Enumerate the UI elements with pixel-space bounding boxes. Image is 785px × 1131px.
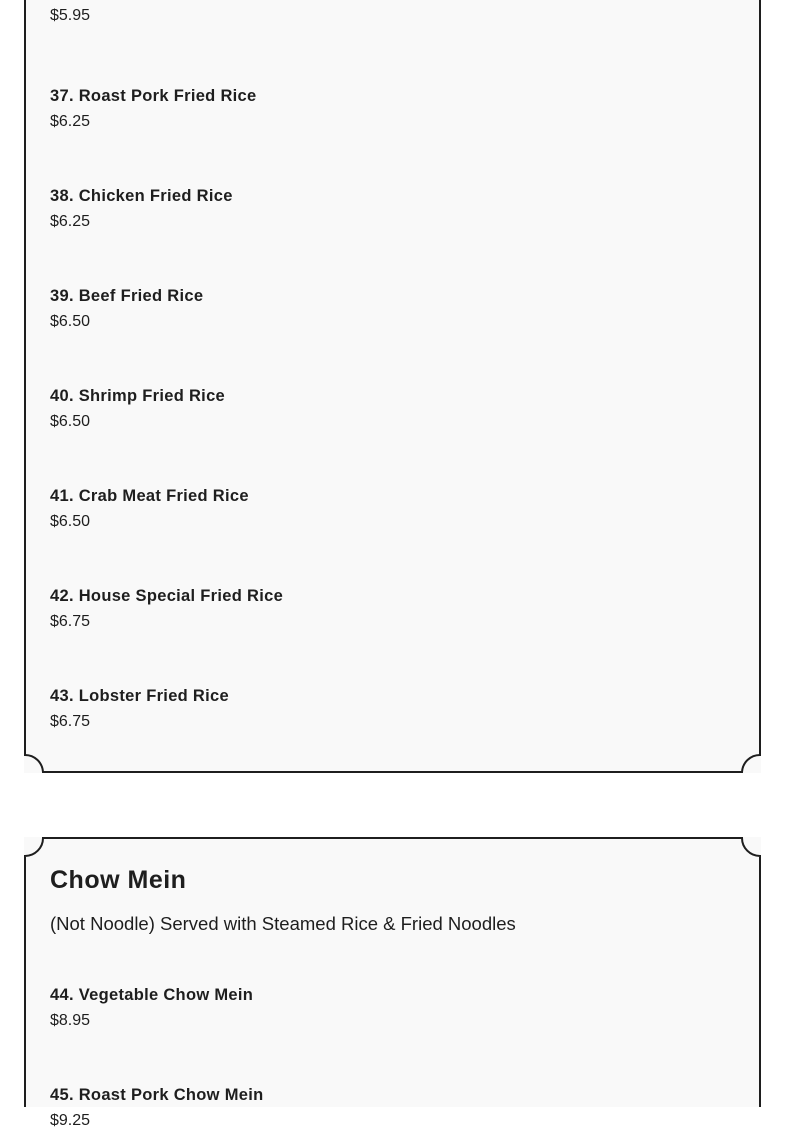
- menu-item-name: 41. Crab Meat Fried Rice: [50, 487, 249, 505]
- menu-item-price: $6.50: [50, 413, 91, 430]
- menu-item-price: $6.75: [50, 713, 91, 730]
- menu-item-name: 42. House Special Fried Rice: [50, 587, 284, 605]
- menu-item[interactable]: [50, 486, 249, 532]
- menu-item[interactable]: [50, 985, 253, 1031]
- menu-item-price: $6.75: [50, 613, 91, 630]
- menu-item-name: 37. Roast Pork Fried Rice: [50, 87, 257, 105]
- menu-item[interactable]: [50, 686, 229, 732]
- menu-item-name: 45. Roast Pork Chow Mein: [50, 1086, 264, 1104]
- menu-item-price: $6.50: [50, 513, 91, 530]
- menu-item-price: $8.95: [50, 1012, 91, 1029]
- menu-item-name: 38. Chicken Fried Rice: [50, 187, 233, 205]
- menu-item-name: 39. Beef Fried Rice: [50, 287, 204, 305]
- menu-item-price: $5.95: [50, 7, 91, 24]
- menu-item-name: 40. Shrimp Fried Rice: [50, 387, 226, 405]
- menu-item-price: $6.50: [50, 313, 91, 330]
- chow-mein-section-card: [24, 837, 761, 1129]
- menu-item[interactable]: [50, 286, 203, 332]
- menu-item-name: 43. Lobster Fried Rice: [50, 687, 229, 705]
- menu-item[interactable]: [50, 586, 283, 632]
- menu-item[interactable]: [50, 186, 233, 232]
- menu-item[interactable]: [50, 0, 246, 26]
- menu-item-price: $6.25: [50, 113, 91, 130]
- section-description: (Not Noodle) Served with Steamed Rice & Fried Noodles: [50, 913, 516, 934]
- fried-rice-section-card: [24, 0, 761, 773]
- menu-item-name: 44. Vegetable Chow Mein: [50, 986, 254, 1004]
- section-title: Chow Mein: [50, 866, 187, 894]
- menu-item-price: $6.25: [50, 213, 91, 230]
- menu-item-price: $9.25: [50, 1112, 91, 1129]
- menu-item[interactable]: [50, 1085, 264, 1131]
- menu-item[interactable]: [50, 386, 225, 432]
- menu-item[interactable]: [50, 86, 257, 132]
